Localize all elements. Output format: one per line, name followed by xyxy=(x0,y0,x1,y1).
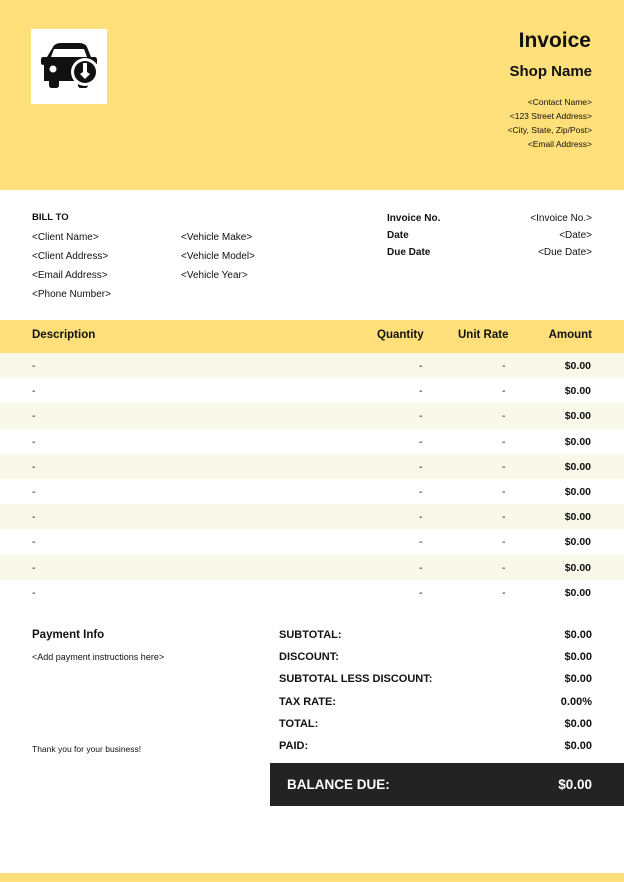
bill-to-label: BILL TO xyxy=(32,212,69,223)
item-amount: $0.00 xyxy=(564,586,591,599)
client-email: <Email Address> xyxy=(32,270,108,281)
item-quantity: - xyxy=(419,410,423,423)
vehicle-details xyxy=(181,228,255,285)
table-row xyxy=(0,353,624,378)
vehicle-make: <Vehicle Make> xyxy=(181,232,253,243)
invoice-no-label: Invoice No. xyxy=(387,213,441,224)
tax-rate-value: 0.00% xyxy=(560,695,592,708)
invoice-title: Invoice xyxy=(518,29,591,52)
logo xyxy=(31,29,107,104)
item-description: - xyxy=(32,435,36,448)
item-unit-rate: - xyxy=(502,586,506,599)
item-description: - xyxy=(32,410,36,423)
paid-value: $0.00 xyxy=(564,739,592,752)
tax-rate-row xyxy=(279,692,592,714)
thank-you-note: Thank you for your business! xyxy=(32,744,142,754)
subtotal-less-discount-label: SUBTOTAL LESS DISCOUNT: xyxy=(279,673,433,686)
subtotal-less-discount-row xyxy=(279,669,592,691)
totals-summary xyxy=(279,625,592,758)
vehicle-year: <Vehicle Year> xyxy=(181,270,248,281)
balance-due-bar xyxy=(270,763,624,806)
table-row xyxy=(0,454,624,479)
item-amount: $0.00 xyxy=(564,460,591,473)
items-table xyxy=(0,353,624,605)
item-amount: $0.00 xyxy=(564,485,591,498)
item-unit-rate: - xyxy=(502,360,506,372)
discount-value: $0.00 xyxy=(564,651,592,664)
item-description: - xyxy=(32,511,36,524)
invoice-meta-values xyxy=(530,210,592,261)
client-details xyxy=(32,228,111,304)
item-unit-rate: - xyxy=(502,385,506,398)
amount-header: Amount xyxy=(548,329,592,341)
items-table-header xyxy=(0,320,624,353)
item-description: - xyxy=(32,586,36,599)
car-wrench-icon xyxy=(39,41,99,93)
subtotal-less-discount-value: $0.00 xyxy=(564,673,592,686)
shop-name: Shop Name xyxy=(509,63,592,80)
item-quantity: - xyxy=(419,360,423,372)
item-unit-rate: - xyxy=(502,435,506,448)
total-value: $0.00 xyxy=(564,717,592,730)
item-unit-rate: - xyxy=(502,511,506,524)
item-description: - xyxy=(32,385,36,398)
item-amount: $0.00 xyxy=(564,410,591,423)
city-state-zip: <City, State, Zip/Post> xyxy=(507,125,592,135)
table-row xyxy=(0,429,624,454)
item-quantity: - xyxy=(419,511,423,524)
client-name: <Client Name> xyxy=(32,232,99,243)
item-description: - xyxy=(32,561,36,574)
item-quantity: - xyxy=(419,485,423,498)
item-description: - xyxy=(32,460,36,473)
total-row xyxy=(279,714,592,736)
subtotal-value: $0.00 xyxy=(564,629,592,641)
date-value: <Date> xyxy=(559,230,592,241)
item-quantity: - xyxy=(419,460,423,473)
street-address: <123 Street Address> xyxy=(509,111,592,121)
item-quantity: - xyxy=(419,561,423,574)
item-amount: $0.00 xyxy=(564,561,591,574)
invoice-header xyxy=(0,0,624,190)
item-quantity: - xyxy=(419,435,423,448)
item-unit-rate: - xyxy=(502,410,506,423)
subtotal-row xyxy=(279,625,592,647)
item-description: - xyxy=(32,536,36,549)
total-label: TOTAL: xyxy=(279,717,319,730)
unit-rate-header: Unit Rate xyxy=(458,329,509,341)
invoice-meta-labels xyxy=(387,210,440,261)
client-address: <Client Address> xyxy=(32,251,109,262)
quantity-header: Quantity xyxy=(377,329,424,341)
item-quantity: - xyxy=(419,385,423,398)
shop-contact xyxy=(508,95,592,151)
item-quantity: - xyxy=(419,586,423,599)
table-row xyxy=(0,504,624,529)
due-date-value: <Due Date> xyxy=(538,247,592,258)
item-amount: $0.00 xyxy=(564,385,591,398)
paid-label: PAID: xyxy=(279,739,309,752)
item-amount: $0.00 xyxy=(564,360,591,372)
table-row xyxy=(0,529,624,554)
item-description: - xyxy=(32,485,36,498)
item-unit-rate: - xyxy=(502,460,506,473)
balance-due-label: BALANCE DUE: xyxy=(287,777,390,792)
payment-instructions: <Add payment instructions here> xyxy=(32,652,165,662)
item-unit-rate: - xyxy=(502,485,506,498)
discount-label: DISCOUNT: xyxy=(279,651,339,664)
balance-due-value: $0.00 xyxy=(558,777,592,792)
table-row xyxy=(0,378,624,403)
item-amount: $0.00 xyxy=(564,536,591,549)
shop-email: <Email Address> xyxy=(527,139,592,149)
paid-row xyxy=(279,736,592,758)
discount-row xyxy=(279,647,592,669)
invoice-no-value: <Invoice No.> xyxy=(530,213,592,224)
contact-name: <Contact Name> xyxy=(527,97,592,107)
vehicle-model: <Vehicle Model> xyxy=(181,251,255,262)
subtotal-label: SUBTOTAL: xyxy=(279,629,342,641)
item-amount: $0.00 xyxy=(564,435,591,448)
client-phone: <Phone Number> xyxy=(32,289,111,300)
table-row xyxy=(0,580,624,605)
payment-info-title: Payment Info xyxy=(32,629,105,641)
table-row xyxy=(0,555,624,580)
table-row xyxy=(0,403,624,428)
item-unit-rate: - xyxy=(502,561,506,574)
item-amount: $0.00 xyxy=(564,511,591,524)
item-unit-rate: - xyxy=(502,536,506,549)
date-label: Date xyxy=(387,230,409,241)
description-header: Description xyxy=(32,329,96,341)
footer-bar xyxy=(0,873,624,882)
item-description: - xyxy=(32,360,36,372)
item-quantity: - xyxy=(419,536,423,549)
table-row xyxy=(0,479,624,504)
tax-rate-label: TAX RATE: xyxy=(279,695,337,708)
due-date-label: Due Date xyxy=(387,247,431,258)
